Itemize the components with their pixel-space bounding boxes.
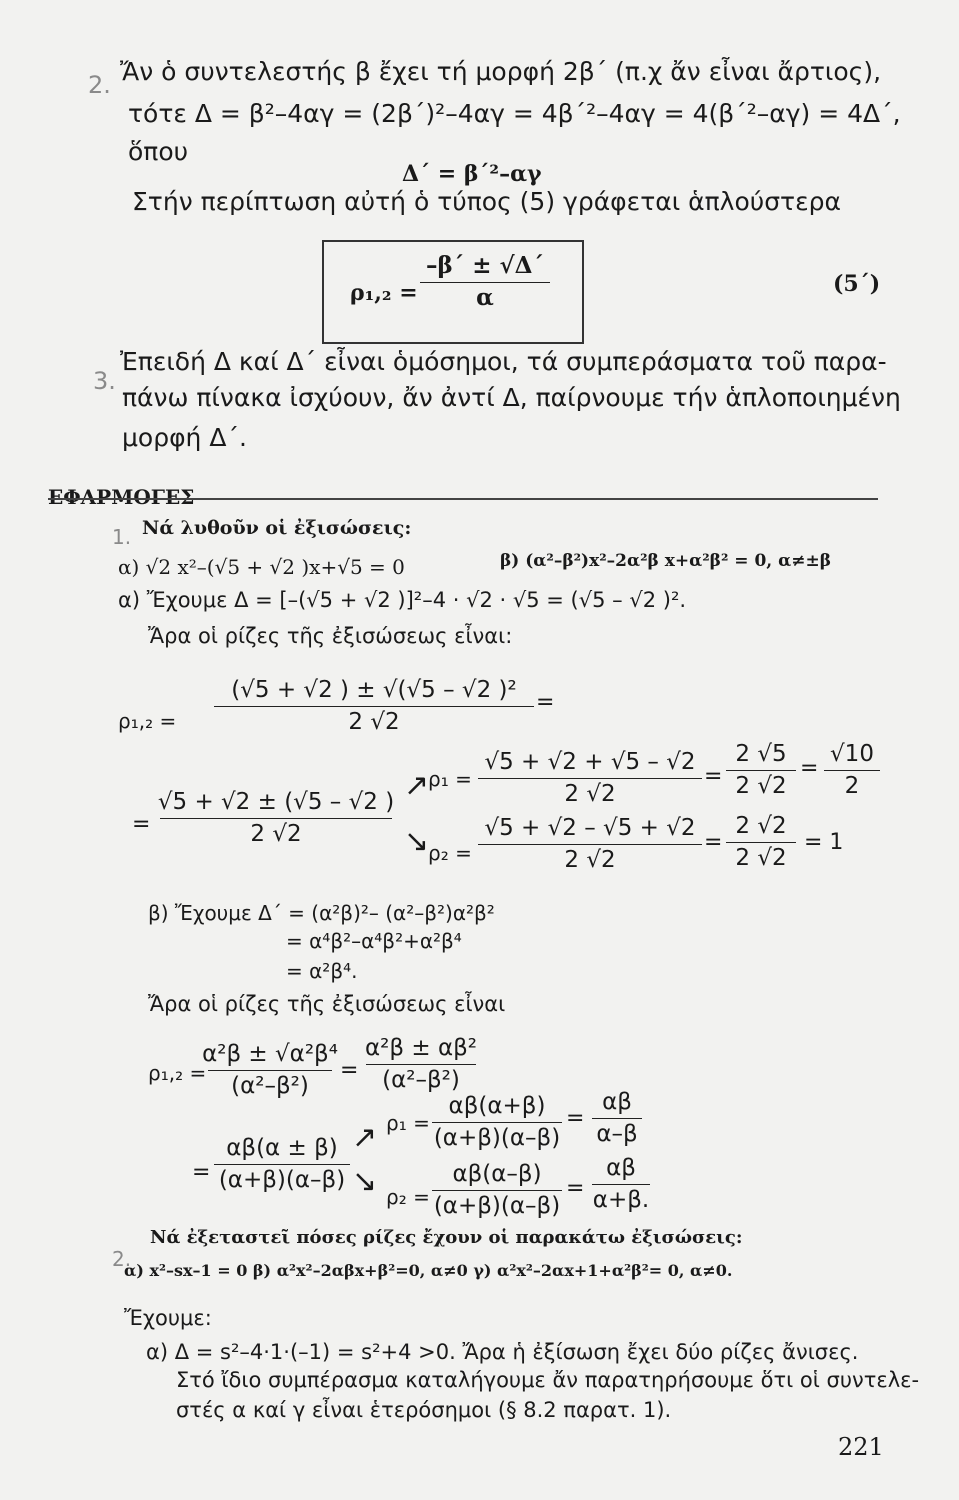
text-line: στές α καί γ εἶναι ἑτερόσημοι (§ 8.2 παρατ. 1). bbox=[176, 1398, 672, 1422]
item-number: 3. bbox=[93, 367, 116, 395]
formula-fraction: αβ α–β bbox=[592, 1088, 642, 1149]
formula-fraction: α²β ± αβ² (α²–β²) bbox=[365, 1035, 478, 1093]
formula-lhs: ρ₂ = bbox=[428, 841, 472, 865]
equation: α) √2 x²–(√5 + √2 )x+√5 = 0 bbox=[118, 555, 405, 579]
equals-sign: = bbox=[704, 764, 723, 789]
formula-fraction: √5 + √2 – √5 + √2 2 √2 bbox=[478, 814, 702, 875]
item-number: 2. bbox=[112, 1247, 132, 1271]
formula-lhs: ρ₁,₂ = bbox=[350, 280, 418, 306]
page-number: 221 bbox=[838, 1433, 884, 1461]
formula-fraction: (√5 + √2 ) ± √(√5 – √2 )² 2 √2 bbox=[214, 676, 534, 737]
equals-sign: = bbox=[132, 812, 151, 837]
equals-sign: = bbox=[536, 690, 555, 715]
solution-line: α) Δ = s²–4·1·(–1) = s²+4 >0. Ἄρα ἡ ἐξίσωση ἔχει δύο ρίζες ἄνισες. bbox=[146, 1340, 859, 1364]
equation: β) (α²–β²)x²–2α²β x+α²β² = 0, α≠±β bbox=[500, 551, 831, 571]
formula-fraction: 2 √5 2 √2 bbox=[726, 740, 796, 801]
solution-line: β) Ἔχουμε Δ΄ = (α²β)²– (α²–β²)α²β² bbox=[148, 901, 495, 925]
solution-line: = α²β⁴. bbox=[286, 959, 358, 983]
equals-sign: = bbox=[704, 830, 723, 855]
formula-fraction: –β΄ ± √Δ΄ α bbox=[420, 252, 550, 313]
formula-fraction: √10 2 bbox=[824, 740, 880, 801]
text-line: πάνω πίνακα ἰσχύουν, ἄν ἀντί Δ, παίρνουμε τήν ἁπλοποιημένη bbox=[122, 383, 901, 412]
formula-fraction: αβ(α+β) (α+β)(α–β) bbox=[433, 1093, 561, 1151]
formula-fraction: αβ(α–β) (α+β)(α–β) bbox=[433, 1161, 561, 1219]
text-line: Ἐπειδή Δ καί Δ΄ εἶναι ὁμόσημοι, τά συμπεράσματα τοῦ παρα- bbox=[120, 347, 887, 376]
arrow-up-right-icon: ↗ bbox=[352, 1120, 378, 1155]
item-number: 2. bbox=[88, 71, 111, 99]
formula-lhs: ρ₁,₂ = bbox=[118, 709, 177, 733]
formula-value: = 1 bbox=[804, 830, 844, 855]
arrow-down-right-icon: ↘ bbox=[404, 824, 430, 859]
formula-fraction: √5 + √2 + √5 – √2 2 √2 bbox=[478, 748, 702, 809]
section-rule bbox=[48, 498, 878, 500]
solution-line: = α⁴β²–α⁴β²+α²β⁴ bbox=[286, 929, 462, 953]
formula-label: (5΄) bbox=[833, 271, 881, 297]
formula-lhs: ρ₁ = bbox=[428, 767, 472, 791]
exercise-title: Νά λυθοῦν οἱ ἐξισώσεις: bbox=[142, 517, 412, 539]
text-line: τότε Δ = β²–4αγ = (2β΄)²–4αγ = 4β΄²–4αγ = 4(β΄²–αγ) = 4Δ΄, bbox=[128, 99, 901, 128]
text-line: Ἄρα οἱ ρίζες τῆς ἐξισώσεως εἶναι: bbox=[148, 624, 513, 648]
text-line: Ἄρα οἱ ρίζες τῆς ἐξισώσεως εἶναι bbox=[148, 992, 506, 1016]
equals-sign: = bbox=[800, 756, 819, 781]
formula-fraction: 2 √2 2 √2 bbox=[726, 812, 796, 873]
text-line: ὅπου bbox=[128, 137, 189, 166]
text-line: Ἔχουμε: bbox=[124, 1306, 212, 1330]
formula-fraction: αβ α+β. bbox=[592, 1155, 650, 1213]
arrow-up-right-icon: ↗ bbox=[404, 768, 430, 803]
equation: α) x²–sx–1 = 0 β) α²x²–2αβx+β²=0, α≠0 γ) α²x²–2αx+1+α²β²= 0, α≠0. bbox=[124, 1261, 733, 1280]
formula-lhs: ρ₁ = bbox=[386, 1111, 430, 1135]
formula-fraction: α²β ± √α²β⁴ (α²–β²) bbox=[202, 1041, 338, 1099]
exercise-title: Νά ἐξεταστεῖ πόσες ρίζες ἔχουν οἱ παρακάτω ἐξισώσεις: bbox=[150, 1227, 743, 1248]
solution-line: α) Ἔχουμε Δ = [–(√5 + √2 )]²–4 · √2 · √5 = (√5 – √2 )². bbox=[118, 588, 687, 612]
section-title: ΕΦΑΡΜΟΓΕΣ bbox=[48, 485, 195, 509]
formula-fraction: √5 + √2 ± (√5 – √2 ) 2 √2 bbox=[157, 789, 395, 847]
arrow-down-right-icon: ↘ bbox=[352, 1164, 378, 1199]
text-line: μορφή Δ΄. bbox=[122, 423, 247, 452]
formula-fraction: αβ(α ± β) (α+β)(α–β) bbox=[214, 1134, 350, 1195]
equals-sign: = bbox=[192, 1160, 211, 1185]
text-line: Στήν περίπτωση αὐτή ὁ τύπος (5) γράφεται ἁπλούστερα bbox=[132, 187, 841, 216]
formula: Δ΄ = β΄²–αγ bbox=[402, 161, 542, 187]
formula-lhs: ρ₁,₂ = bbox=[148, 1061, 207, 1085]
text-line: Ἄν ὁ συντελεστής β ἔχει τή μορφή 2β΄ (π.χ ἄν εἶναι ἄρτιος), bbox=[120, 57, 882, 86]
equals-sign: = bbox=[566, 1106, 585, 1131]
equals-sign: = bbox=[566, 1176, 585, 1201]
text-line: Στό ἴδιο συμπέρασμα καταλήγουμε ἄν παρατηρήσουμε ὅτι οἱ συντελε- bbox=[176, 1368, 920, 1392]
item-number: 1. bbox=[112, 525, 132, 549]
formula-lhs: ρ₂ = bbox=[386, 1185, 430, 1209]
equals-sign: = bbox=[340, 1058, 359, 1083]
